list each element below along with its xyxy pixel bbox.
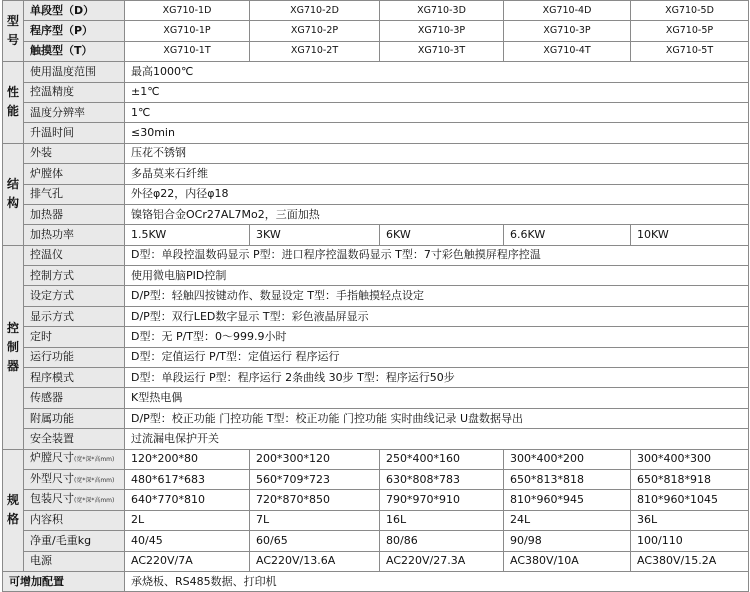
specs-row bbox=[3, 531, 749, 551]
spec-value: D/P型：轻触四按键动作、数显设定 T型：手指触摸轻点设定 bbox=[125, 286, 749, 306]
spec-value: 外径φ22，内径φ18 bbox=[125, 184, 749, 204]
model-number: XG710-4D bbox=[504, 1, 631, 21]
spec-value: 多晶莫来石纤维 bbox=[125, 164, 749, 184]
model-type-label: 程序型（P） bbox=[24, 21, 125, 41]
spec-value: 16L bbox=[380, 510, 504, 530]
controller-row bbox=[3, 368, 749, 388]
spec-value: 790*970*910 bbox=[380, 490, 504, 510]
group-char: 器 bbox=[6, 358, 19, 373]
spec-value: AC220V/13.6A bbox=[250, 551, 380, 571]
spec-label bbox=[24, 531, 125, 551]
model-number: XG710-1P bbox=[125, 21, 250, 41]
spec-value: 630*808*783 bbox=[380, 469, 504, 489]
spec-value: 650*813*818 bbox=[504, 469, 631, 489]
spec-label bbox=[24, 551, 125, 571]
spec-value: 120*200*80 bbox=[125, 449, 250, 469]
spec-value: 最高1000℃ bbox=[125, 62, 749, 82]
dimension-unit: (宽*深*高mm) bbox=[74, 497, 115, 505]
spec-label: 炉膛体 bbox=[24, 164, 125, 184]
power-value: 1.5KW bbox=[125, 225, 250, 245]
group-char: 控 bbox=[6, 320, 19, 335]
model-number: XG710-5T bbox=[631, 41, 749, 61]
controller-row bbox=[3, 429, 749, 449]
spec-label: 设定方式 bbox=[24, 286, 125, 306]
model-number: XG710-3P bbox=[504, 21, 631, 41]
controller-row bbox=[3, 347, 749, 367]
spec-value: 80/86 bbox=[380, 531, 504, 551]
spec-label-text: 外型尺寸 bbox=[30, 471, 74, 485]
controller-row bbox=[3, 306, 749, 326]
spec-label bbox=[24, 449, 125, 469]
group-label-specs bbox=[3, 449, 24, 571]
model-number: XG710-2D bbox=[250, 1, 380, 21]
spec-value: 40/45 bbox=[125, 531, 250, 551]
group-char: 规 bbox=[6, 493, 19, 508]
controller-row bbox=[3, 245, 749, 265]
spec-value: 镍铬铝合金OCr27AL7Mo2，三面加热 bbox=[125, 204, 749, 224]
model-row bbox=[3, 41, 749, 61]
controller-row bbox=[3, 266, 749, 286]
spec-value: K型热电偶 bbox=[125, 388, 749, 408]
spec-label: 显示方式 bbox=[24, 306, 125, 326]
spec-value: 640*770*810 bbox=[125, 490, 250, 510]
spec-label: 附属功能 bbox=[24, 408, 125, 428]
power-value: 6KW bbox=[380, 225, 504, 245]
spec-value: 60/65 bbox=[250, 531, 380, 551]
spec-value: 480*617*683 bbox=[125, 469, 250, 489]
spec-value: AC220V/27.3A bbox=[380, 551, 504, 571]
dimension-unit: (宽*深*高mm) bbox=[74, 476, 115, 484]
spec-value: 810*960*1045 bbox=[631, 490, 749, 510]
power-value: 6.6KW bbox=[504, 225, 631, 245]
spec-label-text: 内容积 bbox=[30, 513, 63, 527]
spec-label bbox=[24, 490, 125, 510]
spec-label-text: 炉膛尺寸 bbox=[30, 451, 74, 465]
group-char: 能 bbox=[6, 104, 19, 119]
spec-value: 90/98 bbox=[504, 531, 631, 551]
spec-value: 1℃ bbox=[125, 102, 749, 122]
spec-value: D型：无 P/T型：0～999.9小时 bbox=[125, 327, 749, 347]
controller-row bbox=[3, 408, 749, 428]
model-type-label: 单段型（D） bbox=[24, 1, 125, 21]
group-char: 构 bbox=[6, 196, 19, 211]
spec-label-text: 净重/毛重kg bbox=[30, 533, 92, 547]
spec-value: 24L bbox=[504, 510, 631, 530]
group-label-model bbox=[3, 1, 24, 62]
model-number: XG710-2T bbox=[250, 41, 380, 61]
spec-value: 7L bbox=[250, 510, 380, 530]
spec-value: 100/110 bbox=[631, 531, 749, 551]
spec-value: D型：单段控温数码显示 P型：进口程序控温数码显示 T型：7寸彩色触摸屏程序控温 bbox=[125, 245, 749, 265]
model-type-label: 触摸型（T） bbox=[24, 41, 125, 61]
dimension-unit: (宽*深*高mm) bbox=[74, 456, 115, 464]
spec-value: 过流漏电保护开关 bbox=[125, 429, 749, 449]
spec-value: 250*400*160 bbox=[380, 449, 504, 469]
spec-label: 加热器 bbox=[24, 204, 125, 224]
spec-value: 300*400*200 bbox=[504, 449, 631, 469]
spec-value: 810*960*945 bbox=[504, 490, 631, 510]
model-number: XG710-5D bbox=[631, 1, 749, 21]
spec-value: AC380V/15.2A bbox=[631, 551, 749, 571]
spec-label: 传感器 bbox=[24, 388, 125, 408]
performance-row bbox=[3, 62, 749, 82]
spec-label bbox=[24, 510, 125, 530]
group-char: 号 bbox=[6, 33, 19, 48]
spec-label: 安全装置 bbox=[24, 429, 125, 449]
controller-row bbox=[3, 327, 749, 347]
model-row bbox=[3, 21, 749, 41]
spec-value: D/P型：校正功能 门控功能 T型：校正功能 门控功能 实时曲线记录 U盘数据导出 bbox=[125, 408, 749, 428]
spec-label: 运行功能 bbox=[24, 347, 125, 367]
model-number: XG710-5P bbox=[631, 21, 749, 41]
specs-row bbox=[3, 510, 749, 530]
spec-value: AC380V/10A bbox=[504, 551, 631, 571]
spec-label: 温度分辨率 bbox=[24, 102, 125, 122]
model-number: XG710-3D bbox=[380, 1, 504, 21]
group-char: 格 bbox=[6, 512, 19, 527]
options-label: 可增加配置 bbox=[3, 571, 125, 591]
power-label: 加热功率 bbox=[24, 225, 125, 245]
spec-value: 使用微电脑PID控制 bbox=[125, 266, 749, 286]
spec-label: 排气孔 bbox=[24, 184, 125, 204]
spec-label: 升温时间 bbox=[24, 123, 125, 143]
spec-label: 控温精度 bbox=[24, 82, 125, 102]
spec-value: D型：定值运行 P/T型：定值运行 程序运行 bbox=[125, 347, 749, 367]
spec-label: 控温仪 bbox=[24, 245, 125, 265]
spec-label: 控制方式 bbox=[24, 266, 125, 286]
power-value: 10KW bbox=[631, 225, 749, 245]
group-label-structure bbox=[3, 143, 24, 245]
model-number: XG710-2P bbox=[250, 21, 380, 41]
spec-label: 程序模式 bbox=[24, 368, 125, 388]
specs-row bbox=[3, 449, 749, 469]
spec-value: ±1℃ bbox=[125, 82, 749, 102]
spec-value: 560*709*723 bbox=[250, 469, 380, 489]
spec-label bbox=[24, 469, 125, 489]
performance-row bbox=[3, 102, 749, 122]
structure-row bbox=[3, 143, 749, 163]
spec-value: 720*870*850 bbox=[250, 490, 380, 510]
structure-row bbox=[3, 184, 749, 204]
power-value: 3KW bbox=[250, 225, 380, 245]
performance-row bbox=[3, 82, 749, 102]
controller-row bbox=[3, 286, 749, 306]
specs-row bbox=[3, 469, 749, 489]
model-number: XG710-3P bbox=[380, 21, 504, 41]
spec-label: 外装 bbox=[24, 143, 125, 163]
spec-value: 300*400*300 bbox=[631, 449, 749, 469]
spec-table bbox=[2, 0, 749, 592]
controller-row bbox=[3, 388, 749, 408]
power-row bbox=[3, 225, 749, 245]
model-number: XG710-3T bbox=[380, 41, 504, 61]
spec-value: 200*300*120 bbox=[250, 449, 380, 469]
group-label-controller bbox=[3, 245, 24, 449]
spec-value: 2L bbox=[125, 510, 250, 530]
model-number: XG710-1T bbox=[125, 41, 250, 61]
spec-label: 定时 bbox=[24, 327, 125, 347]
spec-value: 650*818*918 bbox=[631, 469, 749, 489]
structure-row bbox=[3, 164, 749, 184]
group-char: 制 bbox=[6, 339, 19, 354]
spec-value: 36L bbox=[631, 510, 749, 530]
spec-value: D/P型：双行LED数字显示 T型：彩色液晶屏显示 bbox=[125, 306, 749, 326]
spec-value: D型：单段运行 P型：程序运行 2条曲线 30步 T型：程序运行50步 bbox=[125, 368, 749, 388]
spec-value: ≤30min bbox=[125, 123, 749, 143]
spec-label-text: 电源 bbox=[30, 554, 52, 568]
model-number: XG710-4T bbox=[504, 41, 631, 61]
group-label-performance bbox=[3, 62, 24, 144]
group-char: 结 bbox=[6, 177, 19, 192]
spec-label: 使用温度范围 bbox=[24, 62, 125, 82]
performance-row bbox=[3, 123, 749, 143]
model-number: XG710-1D bbox=[125, 1, 250, 21]
spec-label-text: 包装尺寸 bbox=[30, 492, 74, 506]
group-char: 型 bbox=[6, 14, 19, 29]
spec-value: 压花不锈钢 bbox=[125, 143, 749, 163]
spec-value: AC220V/7A bbox=[125, 551, 250, 571]
group-char: 性 bbox=[6, 85, 19, 100]
options-value: 承烧板、RS485数据、打印机 bbox=[125, 571, 749, 591]
specs-row bbox=[3, 490, 749, 510]
options-row bbox=[3, 571, 749, 591]
specs-row bbox=[3, 551, 749, 571]
model-row bbox=[3, 1, 749, 21]
structure-row bbox=[3, 204, 749, 224]
